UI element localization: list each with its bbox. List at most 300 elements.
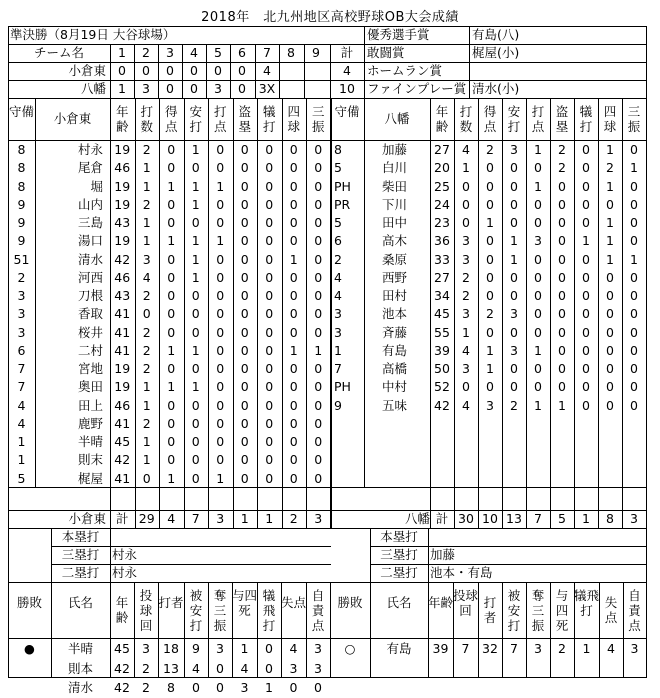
- player-stat: 1: [191, 379, 200, 395]
- player-stat: 1: [289, 251, 298, 267]
- player-stat: 0: [582, 288, 590, 303]
- player-stat: 0: [240, 470, 249, 486]
- player-name: 桑原: [382, 251, 408, 267]
- player-stat: 0: [314, 379, 323, 395]
- col-header: 年齢: [428, 595, 454, 610]
- player-stat: 0: [534, 196, 542, 212]
- player-stat: 0: [216, 324, 225, 340]
- team-total: 5: [558, 511, 566, 526]
- col-header: 失点: [604, 595, 618, 625]
- team-total: 3: [216, 511, 225, 526]
- player-name: 堀: [90, 178, 103, 194]
- player-stat: 0: [630, 397, 638, 413]
- pitcher-result: ●: [24, 641, 35, 656]
- player-name: 下川: [382, 196, 408, 212]
- player-stat: 0: [167, 251, 176, 267]
- grid-line: [364, 98, 365, 488]
- player-stat: 1: [167, 178, 176, 194]
- player-name: 五味: [382, 397, 408, 413]
- player-stat: 55: [434, 324, 450, 340]
- player-stat: 0: [191, 470, 200, 486]
- grid-line: [469, 26, 470, 99]
- player-stat: 2: [606, 160, 614, 176]
- player-position: 6: [17, 342, 26, 358]
- player-stat: 0: [630, 379, 638, 395]
- pitcher-stat: 0: [289, 680, 298, 695]
- player-stat: 1: [534, 178, 542, 194]
- player-stat: 0: [265, 379, 274, 395]
- player-stat: 1: [606, 178, 614, 194]
- player-stat: 0: [630, 233, 638, 249]
- player-stat: 0: [486, 324, 494, 340]
- player-stat: 0: [265, 452, 274, 468]
- extra-hit-label: 三塁打: [380, 547, 418, 562]
- player-stat: 0: [314, 434, 323, 449]
- player-stat: 0: [558, 324, 566, 340]
- player-position: 8: [334, 142, 342, 157]
- pitcher-stat: 3: [289, 660, 298, 676]
- player-stat: 0: [265, 233, 274, 249]
- pitcher-stat: 7: [461, 641, 470, 656]
- player-stat: 0: [606, 288, 614, 303]
- inning-score: [279, 80, 303, 98]
- player-stat: 27: [434, 269, 450, 285]
- player-stat: 0: [606, 196, 614, 212]
- pitcher-stat: 2: [142, 660, 150, 676]
- player-stat: 1: [142, 215, 151, 230]
- player-stat: 0: [510, 288, 518, 303]
- player-stat: 0: [314, 269, 323, 285]
- pitcher-stat: 0: [314, 680, 322, 695]
- pitcher-stat: 1: [582, 641, 591, 656]
- player-stat: 0: [486, 233, 494, 249]
- player-stat: 3: [142, 251, 151, 267]
- player-stat: 3: [462, 361, 470, 376]
- linescore-total: 10: [339, 81, 355, 96]
- player-name: 田上: [77, 397, 103, 413]
- player-stat: 0: [534, 269, 542, 285]
- player-stat: 0: [486, 288, 494, 303]
- inning-score: 0: [190, 81, 198, 96]
- player-stat: 0: [582, 251, 590, 267]
- player-stat: 20: [434, 160, 450, 176]
- pitcher-name: 清水: [67, 680, 93, 695]
- player-stat: 0: [240, 142, 249, 157]
- player-stat: 0: [510, 196, 518, 212]
- extra-hit-players: 村永: [112, 547, 138, 562]
- player-stat: 1: [486, 361, 494, 376]
- player-stat: 0: [289, 434, 298, 449]
- extra-hit-label: 二塁打: [380, 565, 418, 580]
- player-stat: 2: [510, 397, 518, 413]
- player-name: 香取: [77, 306, 103, 322]
- player-name: 鹿野: [77, 415, 103, 431]
- pitcher-stat: 4: [192, 660, 200, 676]
- player-stat: 0: [630, 196, 638, 212]
- player-stat: 1: [142, 452, 151, 468]
- player-stat: 0: [462, 196, 470, 212]
- player-stat: 1: [289, 342, 298, 358]
- player-stat: 0: [289, 379, 298, 395]
- player-name: 高橋: [382, 361, 408, 376]
- player-stat: 1: [462, 160, 470, 176]
- extra-hit-label: 本塁打: [61, 529, 100, 544]
- player-stat: 2: [462, 288, 470, 303]
- player-stat: 41: [114, 324, 131, 340]
- player-stat: 0: [289, 452, 298, 468]
- player-stat: 1: [486, 342, 494, 358]
- player-stat: 0: [265, 397, 274, 413]
- player-stat: 0: [289, 215, 298, 230]
- pitcher-stat: 4: [240, 660, 249, 676]
- col-header: 犠飛打: [262, 587, 276, 633]
- pitcher-stat: 13: [163, 660, 179, 676]
- col-header: 安打: [507, 104, 521, 134]
- col-header: 四球: [287, 104, 300, 134]
- award-value: 有島(八): [472, 27, 520, 42]
- pitcher-stat: 42: [114, 660, 130, 676]
- player-stat: 1: [216, 178, 225, 194]
- page-title: 2018年 北九州地区高校野球OB大会成績: [201, 10, 459, 25]
- player-stat: 1: [486, 215, 494, 230]
- player-stat: 1: [216, 470, 225, 486]
- player-stat: 42: [434, 397, 450, 413]
- player-stat: 0: [314, 452, 323, 468]
- player-stat: 0: [265, 342, 274, 358]
- player-position: 1: [17, 452, 26, 468]
- player-stat: 0: [606, 379, 614, 395]
- inning-score: 0: [238, 81, 246, 96]
- award-label: 敢闘賞: [367, 45, 405, 60]
- col-header: 四球: [603, 104, 617, 134]
- player-stat: 0: [486, 379, 494, 395]
- col-header-position: 守備: [8, 104, 34, 119]
- player-stat: 0: [534, 160, 542, 176]
- player-position: 3: [17, 306, 26, 322]
- player-stat: 0: [558, 361, 566, 376]
- player-stat: 0: [314, 361, 323, 376]
- grid-line: [646, 582, 647, 678]
- player-stat: 19: [114, 142, 131, 157]
- player-stat: 0: [265, 324, 274, 340]
- team-total: 7: [191, 511, 200, 526]
- player-stat: 1: [191, 251, 200, 267]
- player-position: 9: [334, 397, 342, 413]
- player-stat: 0: [240, 415, 249, 431]
- player-stat: 1: [606, 215, 614, 230]
- player-stat: 0: [606, 342, 614, 358]
- player-stat: 0: [289, 288, 298, 303]
- inning-score: 4: [263, 63, 271, 78]
- player-stat: 0: [216, 342, 225, 358]
- player-stat: 0: [216, 306, 225, 322]
- col-header: 被安打: [507, 587, 521, 633]
- player-stat: 0: [240, 434, 249, 449]
- award-label: ホームラン賞: [367, 63, 443, 78]
- player-stat: 0: [314, 470, 323, 486]
- player-stat: 0: [510, 215, 518, 230]
- player-stat: 1: [191, 233, 200, 249]
- player-stat: 1: [314, 342, 323, 358]
- player-stat: 0: [582, 379, 590, 395]
- player-stat: 1: [606, 142, 614, 157]
- pitcher-stat: 9: [192, 641, 200, 656]
- player-position: 4: [334, 269, 342, 285]
- player-stat: 0: [314, 233, 323, 249]
- player-name: 白川: [382, 160, 408, 176]
- award-label: 優秀選手賞: [367, 27, 430, 42]
- player-stat: 0: [510, 361, 518, 376]
- col-header: 年齢: [435, 104, 449, 134]
- player-position: 5: [334, 215, 342, 230]
- player-stat: 41: [114, 342, 131, 358]
- player-stat: 1: [630, 251, 638, 267]
- player-stat: 0: [167, 288, 176, 303]
- col-header: 年齢: [115, 595, 129, 625]
- player-stat: 0: [216, 361, 225, 376]
- col-header: 奪三振: [531, 587, 545, 633]
- team-total: 1: [582, 511, 590, 526]
- player-stat: 0: [265, 269, 274, 285]
- player-position: 7: [17, 379, 26, 395]
- team-total: 4: [167, 511, 176, 526]
- player-stat: 0: [265, 415, 274, 431]
- pitcher-stat: 8: [167, 680, 175, 695]
- player-stat: 0: [191, 215, 200, 230]
- player-stat: 0: [167, 361, 176, 376]
- player-stat: 0: [314, 178, 323, 194]
- player-stat: 0: [265, 196, 274, 212]
- player-stat: 0: [240, 196, 249, 212]
- player-stat: 0: [510, 269, 518, 285]
- col-header: 打数: [459, 104, 473, 134]
- player-position: 3: [17, 288, 26, 303]
- player-stat: 0: [240, 452, 249, 468]
- player-stat: 3: [510, 342, 518, 358]
- player-stat: 0: [314, 251, 323, 267]
- player-name: 加藤: [382, 142, 408, 157]
- player-stat: 0: [630, 324, 638, 340]
- player-position: 5: [17, 470, 26, 486]
- player-stat: 2: [486, 142, 494, 157]
- player-stat: 0: [558, 196, 566, 212]
- player-name: 半晴: [77, 434, 103, 449]
- player-stat: 0: [289, 306, 298, 322]
- player-stat: 0: [216, 288, 225, 303]
- player-stat: 46: [114, 397, 131, 413]
- player-stat: 2: [142, 415, 151, 431]
- player-stat: 1: [142, 233, 151, 249]
- pitcher-stat: 0: [216, 680, 224, 695]
- player-name: 柴田: [382, 178, 408, 194]
- player-stat: 0: [582, 215, 590, 230]
- player-stat: 1: [191, 342, 200, 358]
- player-stat: 0: [558, 269, 566, 285]
- grid-line: [364, 26, 365, 99]
- player-stat: 1: [606, 251, 614, 267]
- col-header: 自責点: [311, 587, 325, 633]
- pitcher-name: 半晴: [67, 641, 93, 656]
- player-stat: 0: [314, 196, 323, 212]
- inning-score: 0: [166, 63, 174, 78]
- player-stat: 0: [167, 160, 176, 176]
- col-header-position: 守備: [334, 104, 360, 119]
- player-stat: 0: [240, 160, 249, 176]
- player-stat: 0: [582, 342, 590, 358]
- player-stat: 46: [114, 269, 131, 285]
- player-stat: 0: [240, 251, 249, 267]
- player-stat: 0: [289, 196, 298, 212]
- player-stat: 2: [142, 324, 151, 340]
- player-position: 4: [334, 288, 342, 303]
- team-total: 29: [138, 511, 155, 526]
- player-stat: 0: [558, 215, 566, 230]
- pitcher-stat: 3: [216, 641, 224, 656]
- pitcher-stat: 45: [114, 641, 130, 656]
- inning-score: [279, 62, 303, 80]
- player-stat: 0: [582, 178, 590, 194]
- player-stat: 0: [582, 196, 590, 212]
- player-stat: 0: [289, 233, 298, 249]
- linescore-team: 小倉東: [68, 63, 106, 78]
- pitcher-name: 有島: [386, 641, 412, 656]
- player-stat: 0: [191, 452, 200, 468]
- player-stat: 45: [114, 434, 131, 449]
- player-name: 湯口: [77, 233, 103, 249]
- player-stat: 0: [265, 178, 274, 194]
- col-header: 盗塁: [238, 104, 251, 134]
- totals-label: 計: [435, 511, 449, 526]
- col-header: 得点: [164, 104, 178, 134]
- player-stat: 0: [462, 178, 470, 194]
- pitcher-stat: 32: [482, 641, 498, 656]
- player-position: PH: [334, 178, 351, 194]
- col-header: 与四死: [232, 587, 258, 618]
- col-header: 被安打: [189, 587, 203, 633]
- player-stat: 0: [216, 434, 225, 449]
- player-stat: 2: [486, 306, 494, 322]
- player-position: 8: [17, 160, 26, 176]
- player-stat: 1: [142, 178, 151, 194]
- player-stat: 19: [114, 361, 131, 376]
- player-stat: 0: [216, 379, 225, 395]
- grid-line: [428, 528, 429, 583]
- player-stat: 1: [462, 324, 470, 340]
- col-header: 投球回: [139, 587, 153, 633]
- player-stat: 1: [191, 269, 200, 285]
- col-header: 失点: [281, 595, 307, 610]
- player-stat: 0: [216, 269, 225, 285]
- col-header: 三振: [311, 104, 325, 134]
- player-stat: 0: [167, 434, 176, 449]
- player-stat: 1: [167, 233, 176, 249]
- player-stat: 1: [606, 233, 614, 249]
- player-stat: 0: [167, 415, 176, 431]
- player-stat: 0: [191, 288, 200, 303]
- player-stat: 1: [191, 196, 200, 212]
- player-position: 8: [17, 142, 26, 157]
- player-stat: 3: [462, 251, 470, 267]
- inning-score: 0: [238, 63, 246, 78]
- player-stat: 0: [289, 178, 298, 194]
- player-stat: 0: [191, 434, 200, 449]
- extra-hit-players: 池本・有島: [430, 565, 493, 580]
- player-position: 51: [13, 251, 30, 267]
- team-total: 1: [240, 511, 249, 526]
- player-name: 二村: [77, 342, 103, 358]
- player-position: 5: [334, 160, 342, 176]
- player-stat: 0: [216, 196, 225, 212]
- player-stat: 0: [289, 397, 298, 413]
- player-stat: 0: [240, 215, 249, 230]
- grid-line: [331, 98, 332, 529]
- pitcher-stat: 2: [558, 641, 566, 656]
- player-position: 9: [17, 196, 26, 212]
- player-stat: 45: [434, 306, 450, 322]
- player-stat: 0: [534, 379, 542, 395]
- player-stat: 0: [216, 415, 225, 431]
- player-stat: 0: [240, 397, 249, 413]
- player-stat: 3: [510, 142, 518, 157]
- player-stat: 0: [167, 397, 176, 413]
- player-name: 尾倉: [77, 160, 103, 176]
- team-total: 13: [506, 511, 522, 526]
- award-value: [472, 62, 644, 80]
- player-stat: 0: [606, 397, 614, 413]
- pitcher-stat: 0: [192, 680, 200, 695]
- player-stat: 0: [289, 415, 298, 431]
- player-stat: 19: [114, 379, 131, 395]
- player-position: 9: [17, 233, 26, 249]
- player-stat: 0: [240, 342, 249, 358]
- player-position: 4: [17, 397, 26, 413]
- grid-line: [8, 582, 647, 583]
- inning-header: 8: [287, 45, 295, 60]
- pitcher-stat: 4: [289, 641, 298, 656]
- player-stat: 0: [606, 324, 614, 340]
- player-stat: 1: [167, 342, 176, 358]
- col-header-result: 勝敗: [16, 595, 42, 610]
- inning-header: 6: [238, 45, 246, 60]
- player-stat: 1: [534, 397, 542, 413]
- player-stat: 0: [582, 306, 590, 322]
- col-header: 三振: [627, 104, 641, 134]
- linescore-team: 八幡: [80, 81, 106, 96]
- player-position: 3: [334, 306, 342, 322]
- player-stat: 0: [142, 306, 151, 322]
- player-name: 宮地: [77, 361, 103, 376]
- player-stat: 1: [534, 142, 542, 157]
- batting-team-name: 八幡: [384, 111, 410, 126]
- player-stat: 0: [240, 306, 249, 322]
- player-position: PR: [334, 196, 351, 212]
- player-stat: 1: [191, 178, 200, 194]
- team-total: 30: [458, 511, 474, 526]
- col-header: 打者: [158, 595, 184, 610]
- pitcher-stat: 39: [432, 641, 449, 656]
- totals-team: 小倉東: [68, 511, 106, 526]
- col-header: 奪三振: [213, 587, 227, 633]
- inning-header: 9: [312, 45, 320, 60]
- player-stat: 24: [434, 196, 450, 212]
- player-stat: 0: [534, 288, 542, 303]
- pitcher-stat: 18: [163, 641, 179, 656]
- player-stat: 0: [191, 397, 200, 413]
- player-stat: 0: [486, 160, 494, 176]
- player-name: 則末: [77, 452, 103, 468]
- player-stat: 0: [534, 215, 542, 230]
- player-stat: 1: [142, 434, 151, 449]
